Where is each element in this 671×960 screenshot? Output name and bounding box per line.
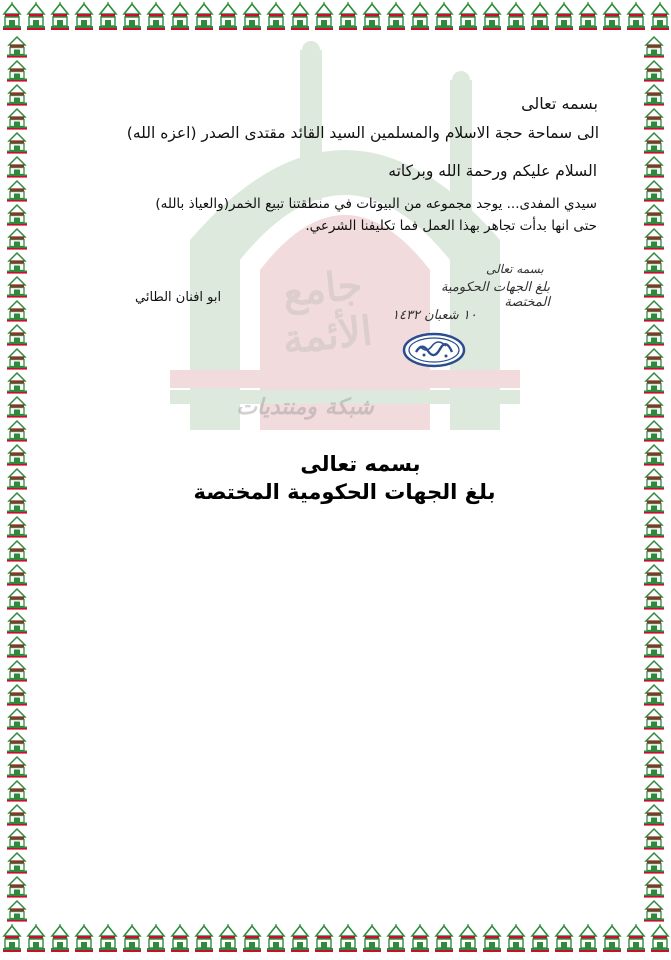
top-ornament-border <box>0 0 671 34</box>
mosque-ornament-row-top <box>0 0 671 34</box>
mosque-ornament-row-bottom <box>0 922 671 956</box>
letter-signer: ابو افنان الطائي <box>135 290 222 305</box>
handwritten-date: ١٠ شعبان ١٤٣٢ <box>392 308 477 323</box>
letter-body-line-2: حتى انها بدأت تجاهر بهذا العمل فما تكليفنا الشرعي. <box>305 218 597 234</box>
letter-greeting: السلام عليكم ورحمة الله وبركاته <box>388 162 597 180</box>
letter-basmala: بسمه تعالى <box>521 94 598 113</box>
response-title: بسمه تعالى <box>300 452 421 476</box>
response-body: بلغ الجهات الحكومية المختصة <box>193 480 496 504</box>
official-seal-icon <box>402 332 466 368</box>
mosque-watermark-icon <box>150 40 540 440</box>
watermark-logo-text: جامع الأئمة <box>280 261 375 364</box>
letter-recipient: الى سماحة حجة الاسلام والمسلمين السيد القائد مقتدى الصدر (اعزه الله) <box>126 124 599 142</box>
handwritten-instruction: بلغ الجهات الحكومية المختصة <box>441 280 550 310</box>
mosque-ornament-column-right <box>637 34 671 922</box>
bottom-ornament-border <box>0 922 671 956</box>
watermark-caption: شبكة ومنتديات <box>236 395 374 420</box>
handwritten-basmala: بسمه تعالى <box>486 262 544 276</box>
letter-body-line-1: سيدي المفدى... يوجد مجموعه من البيوتات في منطقتنا تبيع الخمر(والعياذ بالله) <box>155 196 597 212</box>
right-ornament-border <box>637 34 671 922</box>
left-ornament-border <box>0 34 34 922</box>
mosque-ornament-column-left <box>0 34 34 922</box>
